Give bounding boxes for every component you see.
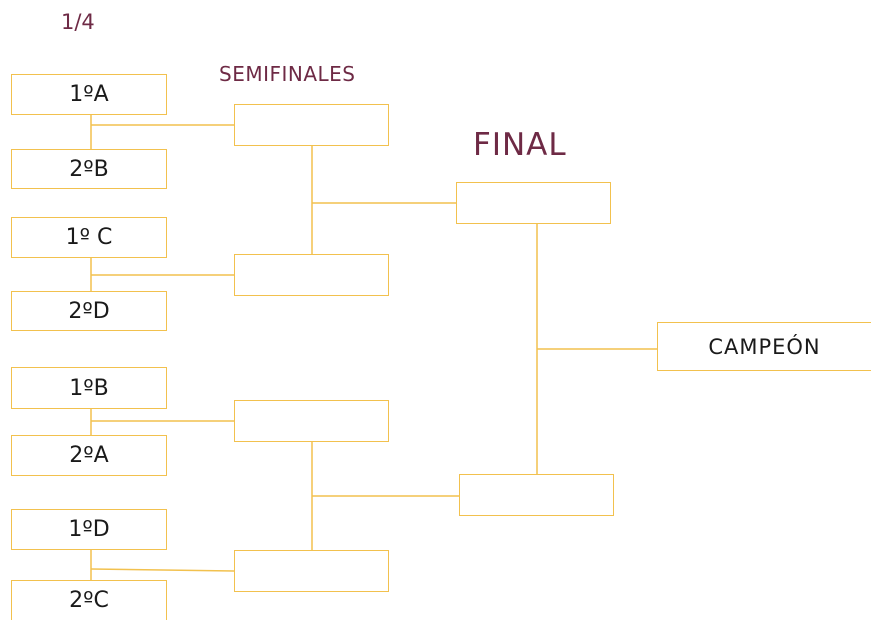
semifinal-slot[interactable]: [234, 550, 389, 592]
semifinal-slot[interactable]: [234, 104, 389, 146]
semifinal-slot[interactable]: [234, 254, 389, 296]
quarterfinal-slot[interactable]: 1ºA: [11, 74, 167, 115]
quarterfinal-slot[interactable]: 2ºD: [11, 291, 167, 331]
quarterfinals-heading: 1/4: [61, 10, 95, 34]
semifinals-heading: SEMIFINALES: [219, 62, 356, 86]
quarterfinal-slot[interactable]: 2ºA: [11, 435, 167, 476]
quarterfinal-slot[interactable]: 2ºC: [11, 580, 167, 620]
final-slot[interactable]: [456, 182, 611, 224]
quarterfinal-slot[interactable]: 2ºB: [11, 149, 167, 189]
champion-slot[interactable]: CAMPEÓN: [657, 322, 871, 371]
semifinal-slot[interactable]: [234, 400, 389, 442]
quarterfinal-slot[interactable]: 1ºD: [11, 509, 167, 550]
quarterfinal-slot[interactable]: 1º C: [11, 217, 167, 258]
final-slot[interactable]: [459, 474, 614, 516]
quarterfinal-slot[interactable]: 1ºB: [11, 367, 167, 409]
final-heading: FINAL: [473, 127, 567, 163]
